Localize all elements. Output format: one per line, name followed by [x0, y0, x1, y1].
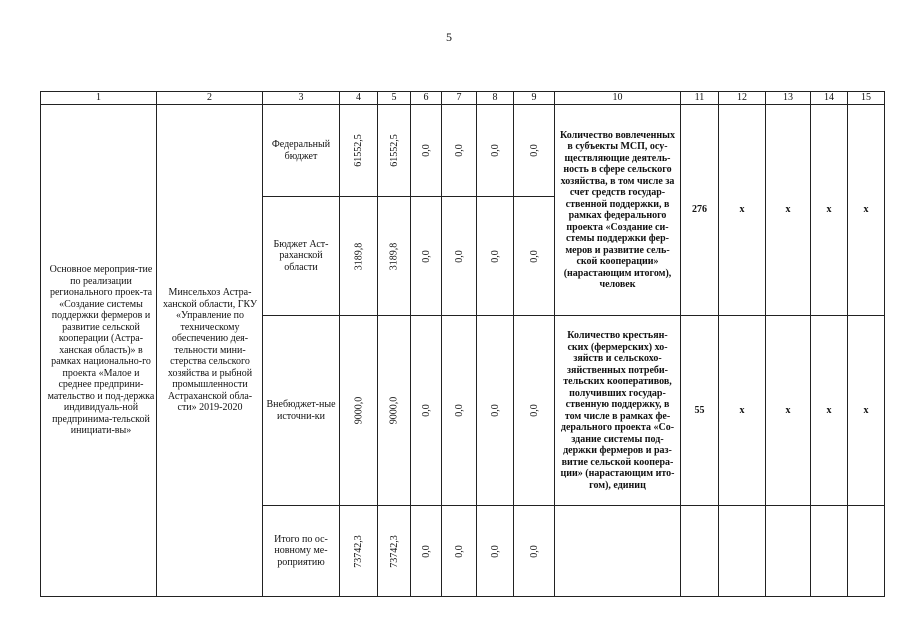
source-total: Итого по ос-новному ме-роприятию — [274, 533, 328, 568]
indicator-2-col13: x — [785, 404, 791, 416]
source-federal: Федеральный бюджет — [271, 139, 331, 162]
row1-col4: 61552,5 — [353, 134, 364, 167]
page-number: 5 — [446, 30, 452, 44]
row4-col8: 0,0 — [489, 544, 501, 558]
row4-col6: 0,0 — [420, 544, 432, 558]
indicator-2-col12: x — [739, 404, 745, 416]
header-col-13: 13 — [783, 92, 793, 104]
row1-col7: 0,0 — [453, 144, 465, 157]
row3-col5: 9000,0 — [388, 396, 400, 425]
header-col-2: 2 — [207, 92, 212, 104]
row4-col5: 73742,3 — [388, 534, 400, 568]
header-col-3: 3 — [298, 92, 304, 104]
header-col-12: 12 — [737, 92, 747, 104]
indicator-1-text: Количество вовлеченных в субъекты МСП, осу-ществляющие деятель-ность в сфере сельского хозяйства, в том числе за счет средств государ-ственной поддержки, в рамках федерального проекта «Создание си-стемы поддержки фер-меров и развитие сель-ской кооперации» (нарастающим итогом), человек — [560, 129, 675, 290]
row4-col9: 0,0 — [528, 544, 540, 558]
indicator-2-text: Количество крестьян-ских (фермерских) хо-зяйств и сельскохо-зяйственных потреби-тельских кооперативов, получивших государ-ственную поддержку, в том числе в рамках фе-дерального проекта «Со-здание системы под-держки фермеров и раз-витие сельской коопера-ции» (нарастающим ито-гом), единиц — [560, 330, 675, 491]
indicator-2-col15: x — [863, 404, 869, 416]
header-col-7: 7 — [456, 92, 462, 104]
row1-col5: 61552,5 — [388, 134, 400, 167]
header-col-11: 11 — [694, 92, 705, 104]
header-col-1: 1 — [96, 92, 101, 104]
header-col-10: 10 — [612, 92, 623, 104]
header-col-5: 5 — [391, 92, 397, 104]
header-col-4: 4 — [356, 92, 361, 104]
row2-col4: 3189,8 — [353, 242, 364, 270]
row3-col8: 0,0 — [489, 404, 501, 417]
indicator-2-col14: x — [826, 404, 832, 416]
row3-col4: 9000,0 — [353, 396, 364, 425]
row1-col6: 0,0 — [420, 144, 432, 157]
indicator-1-col12: x — [739, 204, 745, 216]
row1-col9: 0,0 — [528, 144, 540, 157]
header-col-14: 14 — [824, 92, 834, 104]
row2-col7: 0,0 — [453, 249, 465, 263]
row2-col8: 0,0 — [489, 249, 501, 263]
row4-col4: 73742,3 — [353, 534, 364, 568]
row2-col6: 0,0 — [420, 249, 432, 263]
row3-col9: 0,0 — [528, 404, 540, 417]
header-col-9: 9 — [531, 92, 537, 104]
row1-col8: 0,0 — [489, 144, 501, 157]
main-activity-cell: Основное мероприя-тие по реализации регионального проек-та «Создание системы поддержки фермеров и развитие сельской кооперации (Астра-ханская область)» в рамках национально-го проекта «Малое и среднее предприни-мательство и под-держка индивидуаль-ной предпринима-тельской инициати-вы» — [47, 264, 155, 437]
indicator-2-col11: 55 — [694, 404, 705, 416]
indicator-1-col11: 276 — [692, 204, 707, 216]
indicator-1-col15: x — [863, 204, 869, 216]
indicator-1-col13: x — [785, 204, 791, 216]
row3-col7: 0,0 — [453, 404, 465, 417]
indicator-1-col14: x — [826, 204, 832, 216]
row3-col6: 0,0 — [420, 404, 432, 417]
row4-col7: 0,0 — [453, 544, 465, 558]
row2-col5: 3189,8 — [388, 242, 400, 270]
row2-col9: 0,0 — [528, 249, 540, 263]
header-col-6: 6 — [423, 92, 429, 104]
source-regional: Бюджет Аст-раханской области — [273, 238, 329, 273]
source-extrabudget: Внебюджет-ные источни-ки — [266, 399, 336, 422]
executor-cell: Минсельхоз Астра-ханской области, ГКУ «Управление по техническому обеспечению дея-тельности мини-стерства сельского хозяйства и рыбной промышленности Астраханской обла-сти» 2019-2020 — [162, 287, 258, 414]
header-col-8: 8 — [492, 92, 498, 104]
header-col-15: 15 — [861, 92, 871, 104]
